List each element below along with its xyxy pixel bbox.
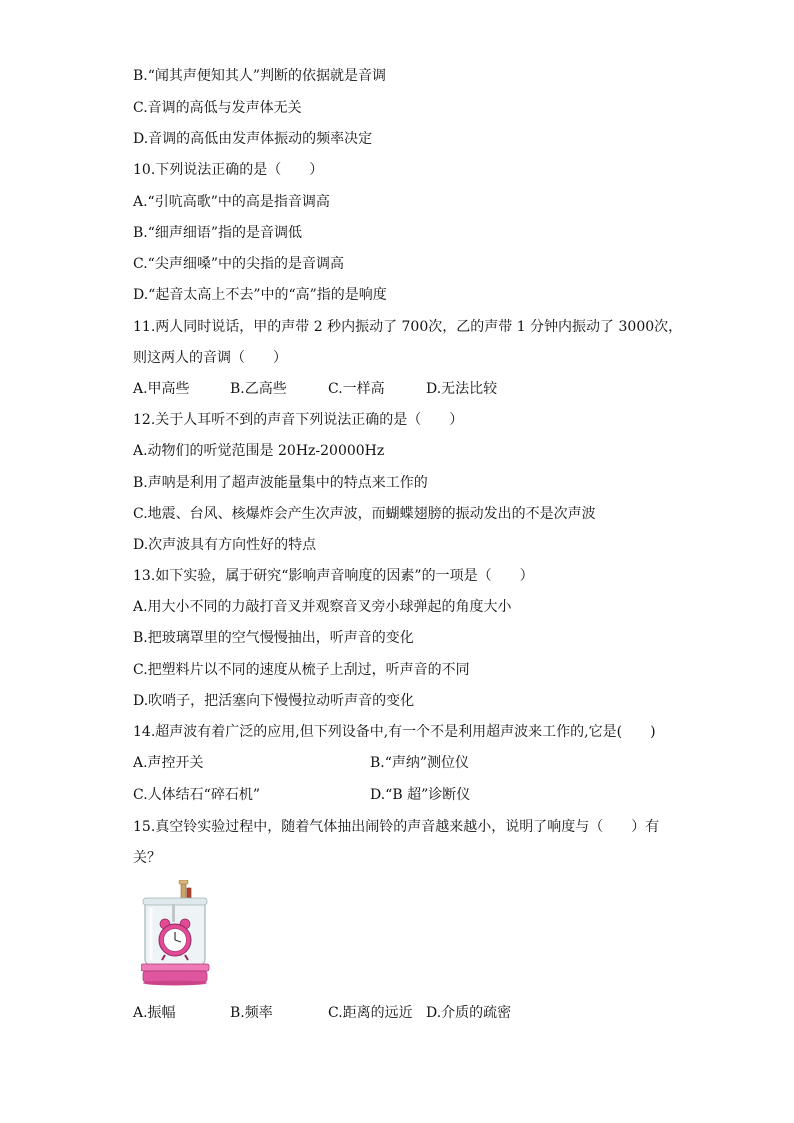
q15-stem: 15.真空铃实验过程中，随着气体抽出闹铃的声音越来越小，说明了响度与（ ）有 <box>133 819 660 835</box>
q15-option-b: B.频率 <box>230 1005 273 1021</box>
q14-option-c: C.人体结石“碎石机” <box>133 787 260 803</box>
q14-option-d: D.“B 超”诊断仪 <box>370 787 471 803</box>
q10-option-c: C.“尖声细嗓”中的尖指的是音调高 <box>133 256 344 272</box>
q14-stem: 14.超声波有着广泛的应用,但下列设备中,有一个不是利用超声波来工作的,它是( ) <box>133 724 656 740</box>
q11-option-c: C.一样高 <box>328 381 385 397</box>
q11-option-b: B.乙高些 <box>230 381 287 397</box>
q13-option-a: A.用大小不同的力敲打音叉并观察音叉旁小球弹起的角度大小 <box>133 599 512 615</box>
q15-option-a: A.振幅 <box>133 1005 176 1021</box>
q11-stem-cont: 则这两人的音调（ ） <box>133 350 287 366</box>
q11-option-d: D.无法比较 <box>426 381 498 397</box>
q12-option-b: B.声呐是利用了超声波能量集中的特点来工作的 <box>133 475 428 491</box>
q13-option-b: B.把玻璃罩里的空气慢慢抽出，听声音的变化 <box>133 630 414 646</box>
q10-option-b: B.“细声细语”指的是音调低 <box>133 225 303 241</box>
q12-option-c: C.地震、台风、核爆炸会产生次声波，而蝴蝶翅膀的振动发出的不是次声波 <box>133 506 596 522</box>
q15-option-d: D.介质的疏密 <box>426 1005 512 1021</box>
q10-option-d: D.“起音太高上不去”中的“高”指的是响度 <box>133 287 387 303</box>
q12-option-a: A.动物们的听觉范围是 20Hz-20000Hz <box>133 443 385 459</box>
q12-stem: 12.关于人耳听不到的声音下列说法正确的是（ ） <box>133 412 464 428</box>
vacuum-bell-jar-figure <box>141 880 211 986</box>
q9-option-d: D.音调的高低由发声体振动的频率决定 <box>133 131 373 147</box>
q13-option-c: C.把塑料片以不同的速度从梳子上刮过，听声音的不同 <box>133 662 470 678</box>
q15-option-c: C.距离的远近 <box>328 1005 413 1021</box>
q10-stem: 10.下列说法正确的是（ ） <box>133 162 324 178</box>
q15-stem-cont: 关？ <box>133 850 161 866</box>
q11-stem: 11.两人同时说话，甲的声带 2 秒内振动了 700次，乙的声带 1 分钟内振动了 3000次， <box>133 319 683 335</box>
q9-option-b: B.“闻其声便知其人”判断的依据就是音调 <box>133 68 387 84</box>
q10-option-a: A.“引吭高歌”中的高是指音调高 <box>133 194 330 210</box>
q9-option-c: C.音调的高低与发声体无关 <box>133 100 302 116</box>
q14-option-b: B.“声纳”测位仪 <box>370 755 470 771</box>
q13-option-d: D.吹哨子，把活塞向下慢慢拉动听声音的变化 <box>133 693 415 709</box>
q14-option-a: A.声控开关 <box>133 755 204 771</box>
q12-option-d: D.次声波具有方向性好的特点 <box>133 537 317 553</box>
vacuum-bell-jar-alarm-clock-icon <box>141 880 211 986</box>
q13-stem: 13.如下实验，属于研究“影响声音响度的因素”的一项是（ ） <box>133 568 534 584</box>
q11-option-a: A.甲高些 <box>133 381 190 397</box>
